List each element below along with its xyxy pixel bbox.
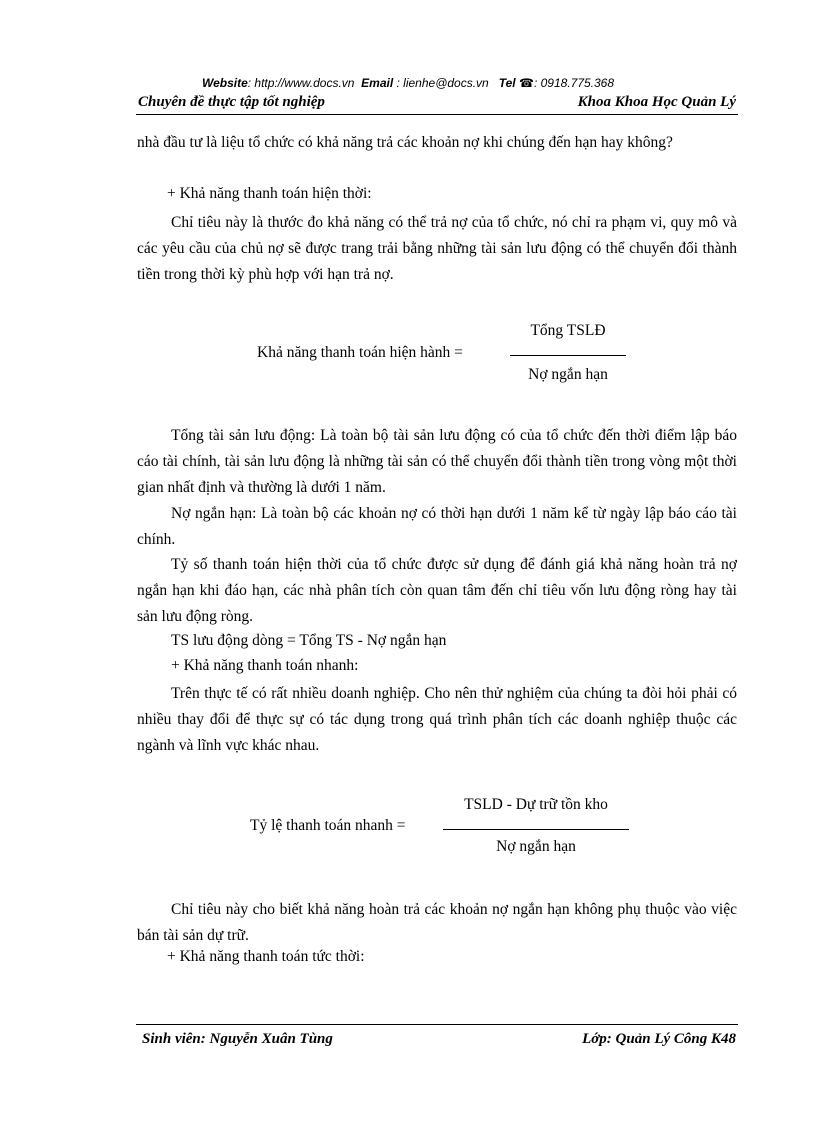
formula-1-denominator: Nợ ngắn hạn [528,366,608,383]
paragraph-3: Tổng tài sản lưu động: Là toàn bộ tài sản lưu động có của tổ chức đến thời điểm lập báo cáo tài chính, tài sản lưu động là những tài sản có thể chuyển đổi thành tiền trong vòng một thời gian nhất định và thường là dưới 1 năm. [137,427,737,496]
formula-1-numerator: Tổng TSLĐ [530,322,606,339]
heading-quick-ratio: + Khả năng thanh toán nhanh: [171,657,359,674]
tel-label: Tel [498,76,516,90]
paragraph-6-equation: TS lưu động dòng = Tổng TS - Nợ ngắn hạn [171,632,447,649]
phone-icon: ☎ [519,76,534,90]
formula-2-denominator: Nợ ngắn hạn [496,838,576,855]
footer-student: Sinh viên: Nguyễn Xuân Tùng [142,1031,333,1047]
page-header [136,94,738,115]
paragraph-2: Chỉ tiêu này là thước đo khả năng có thể trả nợ của tổ chức, nó chỉ ra phạm vi, quy mô và các yêu cầu của chủ nợ sẽ được trang trải bằng những tài sản lưu động có thể chuyển đổi thành tiền trong thời kỳ phù hợp với hạn trả nợ. [137,214,737,283]
formula-1-label: Khả năng thanh toán hiện hành = [257,344,463,361]
footer-class: Lớp: Quản Lý Công K48 [582,1031,736,1047]
paragraph-1: nhà đầu tư là liệu tổ chức có khả năng trả các khoản nợ khi chúng đến hạn hay không? [137,134,673,151]
paragraph-4: Nợ ngắn hạn: Là toàn bộ các khoản nợ có thời hạn dưới 1 năm kể từ ngày lập báo cáo tài chính. [137,505,737,548]
website-label: Website [201,76,248,90]
email-value: : lienhe@docs.vn [396,76,489,90]
website-header-line [0,76,816,90]
header-right-title: Khoa Khoa Học Quản Lý [577,94,736,110]
heading-instant-ratio: + Khả năng thanh toán tức thời: [167,948,365,965]
formula-2-numerator: TSLD - Dự trữ tồn kho [464,796,608,813]
email-label: Email [361,76,394,90]
tel-value: : 0918.775.368 [533,76,615,90]
page-footer [136,1024,738,1047]
formula-2-label: Tỷ lệ thanh toán nhanh = [250,817,406,834]
formula-1-fraction-bar [510,355,626,356]
paragraph-8: Chỉ tiêu này cho biết khả năng hoàn trả các khoản nợ ngắn hạn không phụ thuộc vào việc bán tài sản dự trữ. [137,901,737,944]
paragraph-7: Trên thực tế có rất nhiều doanh nghiệp. Cho nên thử nghiệm của chúng ta đòi hỏi phải có nhiều thay đổi để thực sự có tác dụng trong quá trình phân tích các doanh nghiệp thuộc các ngành và lĩnh vực khác nhau. [137,685,737,754]
paragraph-5: Tỷ số thanh toán hiện thời của tổ chức được sử dụng để đánh giá khả năng hoàn trả nợ ngắn hạn khi đáo hạn, các nhà phân tích còn quan tâm đến chỉ tiêu vốn lưu động ròng hay tài sản lưu động ròng. [137,556,737,625]
formula-2-fraction-bar [443,829,629,830]
heading-current-ratio: + Khả năng thanh toán hiện thời: [167,185,372,202]
website-value: : http://www.docs.vn [247,76,355,90]
header-left-title: Chuyên đề thực tập tốt nghiệp [138,94,325,110]
